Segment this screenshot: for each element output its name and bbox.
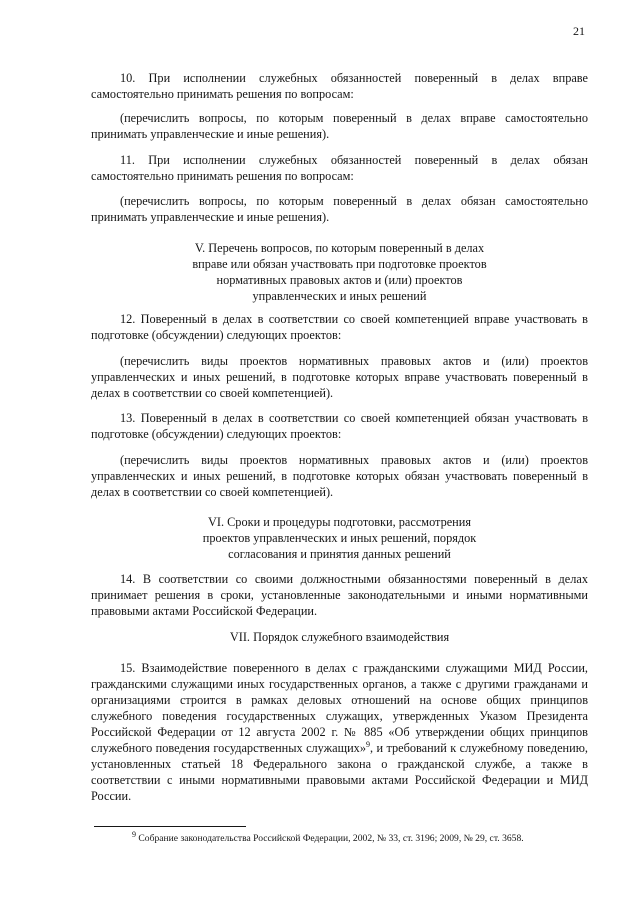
page-number: 21 <box>573 24 585 38</box>
paragraph-15 <box>91 660 588 804</box>
section-heading-7 <box>91 629 588 645</box>
section-heading-5-line: управленческих и иных решений <box>252 289 427 303</box>
section-heading-6-line: проектов управленческих и иных решений, порядок <box>202 531 477 545</box>
section-heading-5-line: нормативных правовых актов и (или) проектов <box>216 273 463 287</box>
paragraph-10: 10. При исполнении служебных обязанностей поверенный в делах вправе самостоятельно принимать решения по вопросам: <box>91 71 588 101</box>
section-heading-6 <box>91 514 588 562</box>
paragraph-11-note: (перечислить вопросы, по которым поверенный в делах обязан самостоятельно принимать управленческие и иные решения). <box>91 194 588 224</box>
paragraph-10-note: (перечислить вопросы, по которым поверенный в делах вправе самостоятельно принимать управленческие и иные решения). <box>91 111 588 141</box>
section-heading-6-line: VI. Сроки и процедуры подготовки, рассмотрения <box>207 515 471 529</box>
paragraph-15-text-end: , и требований к служебному поведению, установленных статьей 18 Федерального закона о гражданской службе, а также в соответствии с иными нормативными правовыми актами Российской Федерации и МИД России. <box>91 741 588 803</box>
footnote <box>132 829 602 845</box>
paragraph-15-text-start: 15. Взаимодействие поверенного в делах с гражданскими служащими МИД России, гражданскими служащими иных государственных органов, а также с другими гражданами и организациями строится в рамках деловых отношений на основе общих принципов служебного поведения государственных служащих, утвержденных Указом Президента Российской Федерации от 12 августа 2002 г. № 885 «Об утверждении общих принципов служебного поведения государственных служащих» <box>91 661 588 755</box>
footnote-reference: 9 <box>365 739 370 749</box>
footnote-mark: 9 <box>132 829 136 839</box>
paragraph-12: 12. Поверенный в делах в соответствии со своей компетенцией вправе участвовать в подготовке (обсуждении) следующих проектов: <box>91 312 588 342</box>
section-heading-5-line: V. Перечень вопросов, по которым поверенный в делах <box>194 241 485 255</box>
section-heading-5-line: вправе или обязан участвовать при подготовке проектов <box>192 257 487 271</box>
paragraph-13: 13. Поверенный в делах в соответствии со своей компетенцией обязан участвовать в подготовке (обсуждении) следующих проектов: <box>91 411 588 441</box>
section-heading-5 <box>91 240 588 304</box>
footnote-text: Собрание законодательства Российской Федерации, 2002, № 33, ст. 3196; 2009, № 29, ст. 3658. <box>136 833 524 844</box>
paragraph-11: 11. При исполнении служебных обязанностей поверенный в делах обязан самостоятельно принимать решения по вопросам: <box>91 153 588 183</box>
paragraph-14: 14. В соответствии со своими должностными обязанностями поверенный в делах принимает решения в сроки, установленные законодательными и иными нормативными правовыми актами Российской Федерации. <box>91 572 588 618</box>
section-heading-6-line: согласования и принятия данных решений <box>228 547 451 561</box>
section-heading-7-line: VII. Порядок служебного взаимодействия <box>229 630 450 644</box>
paragraph-13-note: (перечислить виды проектов нормативных правовых актов и (или) проектов управленческих и иных решений, в подготовке которых обязан участвовать поверенный в делах в соответствии со своей компетенцией). <box>91 453 588 499</box>
paragraph-12-note: (перечислить виды проектов нормативных правовых актов и (или) проектов управленческих и иных решений, в подготовке которых вправе участвовать поверенный в делах в соответствии со своей компетенцией). <box>91 354 588 400</box>
footnote-divider <box>94 826 246 827</box>
